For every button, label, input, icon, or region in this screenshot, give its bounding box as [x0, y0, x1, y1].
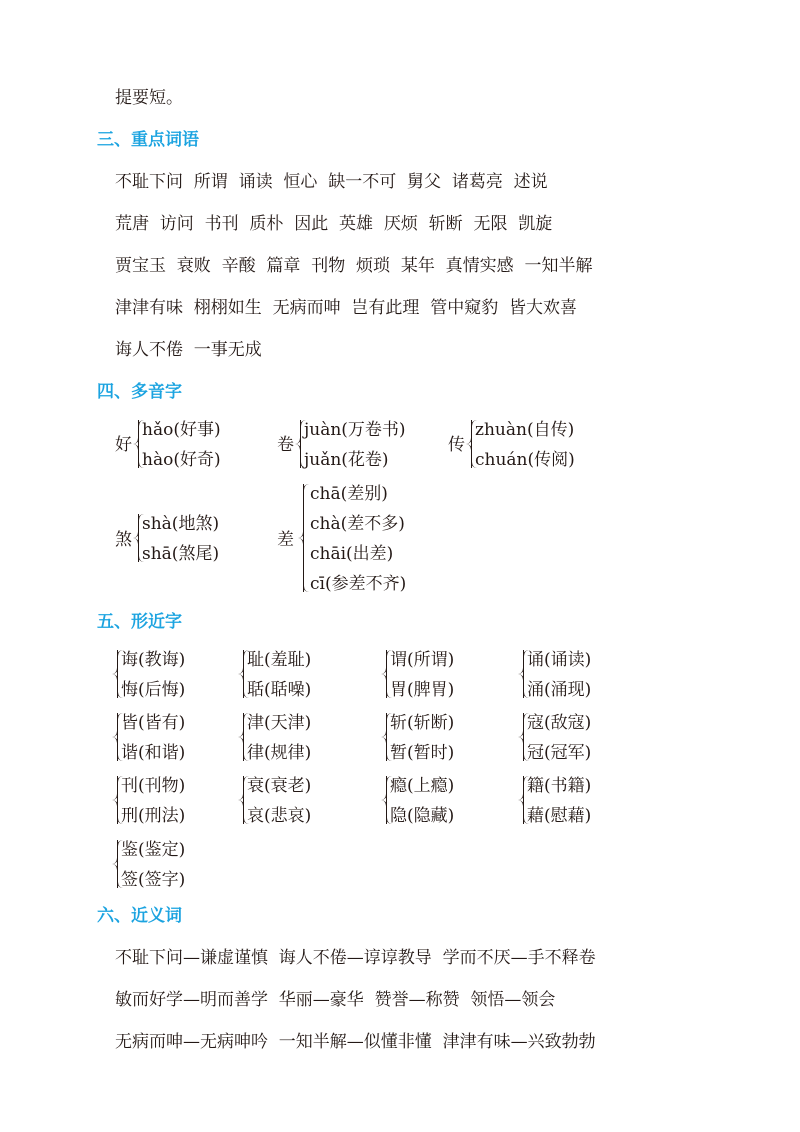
synonym-line: 敏而好学—明而善学 华丽—豪华 赞誉—称赞 领悟—领会: [115, 990, 556, 1010]
similar-char: 谓(所谓): [390, 650, 455, 670]
key-words-line: 荒唐 访问 书刊 质朴 因此 英雄 厌烦 斩断 无限 凯旋: [115, 214, 553, 234]
section-heading-synonyms: 六、近义词: [97, 906, 182, 926]
polyphonic-char: 传: [448, 435, 465, 455]
similar-char: 刑(刑法): [121, 806, 186, 826]
pinyin-reading: shā(煞尾): [142, 544, 220, 564]
similar-char: 刊(刊物): [121, 776, 186, 796]
similar-char: 诵(诵读): [527, 650, 592, 670]
pinyin-reading: juàn(万卷书): [304, 420, 406, 440]
pinyin-reading: shà(地煞): [142, 514, 220, 534]
pinyin-reading: cī(参差不齐): [310, 574, 407, 594]
pinyin-reading: chā(差别): [310, 484, 388, 504]
similar-char: 鉴(鉴定): [121, 840, 186, 860]
similar-char: 诲(教诲): [121, 650, 186, 670]
pinyin-reading: zhuàn(自传): [475, 420, 575, 440]
key-words-line: 不耻下问 所谓 诵读 恒心 缺一不可 舅父 诸葛亮 述说: [115, 172, 548, 192]
similar-char: 聒(聒噪): [247, 680, 312, 700]
similar-char: 谐(和谐): [121, 743, 186, 763]
similar-char: 签(签字): [121, 870, 186, 890]
pinyin-reading: chà(差不多): [310, 514, 405, 534]
similar-char: 皆(皆有): [121, 713, 186, 733]
similar-char: 涌(涌现): [527, 680, 592, 700]
pinyin-reading: hào(好奇): [142, 450, 221, 470]
section-heading-similar-chars: 五、形近字: [97, 612, 182, 632]
similar-char: 哀(悲哀): [247, 806, 312, 826]
pinyin-reading: chuán(传阅): [475, 450, 575, 470]
polyphonic-char: 卷: [277, 435, 294, 455]
key-words-line: 诲人不倦 一事无成: [115, 340, 262, 360]
synonym-line: 无病而呻—无病呻吟 一知半解—似懂非懂 津津有味—兴致勃勃: [115, 1032, 596, 1052]
section-heading-key-words: 三、重点词语: [97, 130, 199, 150]
similar-char: 藉(慰藉): [527, 806, 592, 826]
similar-char: 津(天津): [247, 713, 312, 733]
pinyin-reading: juǎn(花卷): [304, 450, 389, 470]
continuation-text: 提要短。: [115, 88, 183, 108]
similar-char: 耻(羞耻): [247, 650, 312, 670]
similar-char: 衰(衰老): [247, 776, 312, 796]
similar-char: 隐(隐藏): [390, 806, 455, 826]
polyphonic-char: 好: [115, 435, 132, 455]
polyphonic-char: 差: [277, 530, 294, 550]
section-heading-polyphonic: 四、多音字: [97, 382, 182, 402]
similar-char: 暂(暂时): [390, 743, 455, 763]
similar-char: 律(规律): [247, 743, 312, 763]
similar-char: 斩(斩断): [390, 713, 455, 733]
similar-char: 胃(脾胃): [390, 680, 455, 700]
pinyin-reading: chāi(出差): [310, 544, 394, 564]
synonym-line: 不耻下问—谦虚谨慎 诲人不倦—谆谆教导 学而不厌—手不释卷: [115, 948, 596, 968]
key-words-line: 津津有味 栩栩如生 无病而呻 岂有此理 管中窥豹 皆大欢喜: [115, 298, 578, 318]
similar-char: 悔(后悔): [121, 680, 186, 700]
similar-char: 寇(敌寇): [527, 713, 592, 733]
similar-char: 瘾(上瘾): [390, 776, 455, 796]
polyphonic-char: 煞: [115, 530, 132, 550]
similar-char: 籍(书籍): [527, 776, 592, 796]
key-words-line: 贾宝玉 衰败 辛酸 篇章 刊物 烦琐 某年 真情实感 一知半解: [115, 256, 593, 276]
similar-char: 冠(冠军): [527, 743, 592, 763]
pinyin-reading: hǎo(好事): [142, 420, 221, 440]
